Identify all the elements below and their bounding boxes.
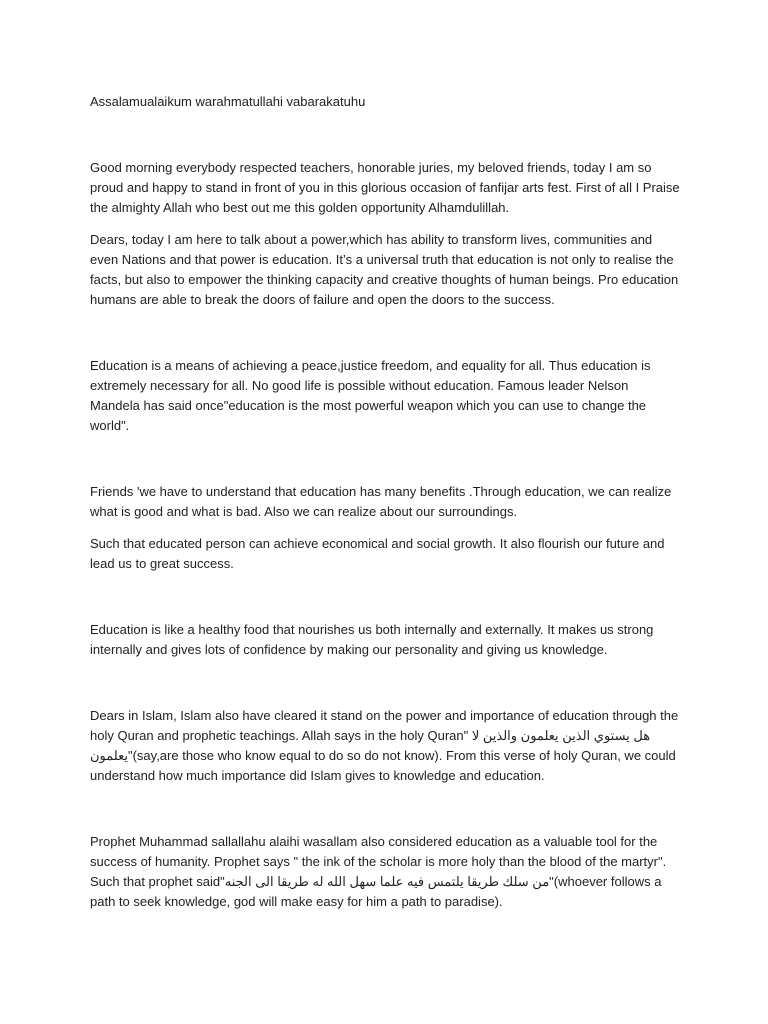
paragraph-islam-quran xyxy=(90,706,680,786)
greeting-line: Assalamualaikum warahmatullahi vabarakatuhu xyxy=(90,94,366,109)
paragraph-growth: Such that educated person can achieve economical and social growth. It also flourish our future and lead us to great success. xyxy=(90,536,665,571)
paragraph-prophet-hadith xyxy=(90,832,680,912)
quran-translation-text: "(say,are those who know equal to do so do not know). From this verse of holy Quran, we could understand how much importance did Islam gives to knowledge and education. xyxy=(90,748,676,783)
paragraph-healthy-food: Education is like a healthy food that nourishes us both internally and externally. It makes us strong internally and gives lots of confidence by making our personality and giving us knowledge. xyxy=(90,622,654,657)
hadith-translation-text: "(whoever follows a path to seek knowledge, god will make easy for him a path to paradise). xyxy=(90,874,662,909)
quran-intro-text: Dears in Islam, Islam also have cleared it stand on the power and importance of education through the holy Quran and prophetic teachings. Allah says in the holy Quran" xyxy=(90,708,679,743)
quran-arabic-verse: هل يستوي الذين يعلمون والذين لا يعلمون xyxy=(90,728,651,763)
document-body xyxy=(90,92,680,912)
hadith-arabic-text: من سلك طريقا يلتمس فيه علما سهل الله له طريقا الى الجنه xyxy=(224,874,550,889)
paragraph-opening: Good morning everybody respected teachers, honorable juries, my beloved friends, today I am so proud and happy to stand in front of you in this glorious occasion of fanfijar arts fest. First of all I Praise the almighty Allah who best out me this golden opportunity Alhamdulillah. xyxy=(90,160,680,215)
hadith-intro-text: Prophet Muhammad sallallahu alaihi wasallam also considered education as a valuable tool for the success of humanity. Prophet says " the ink of the scholar is more holy than the blood of the martyr". Such that prophet said" xyxy=(90,834,667,889)
paragraph-benefits: Friends 'we have to understand that education has many benefits .Through education, we can realize what is good and what is bad. Also we can realize about our surroundings. xyxy=(90,484,672,519)
paragraph-power-of-education: Dears, today I am here to talk about a power,which has ability to transform lives, communities and even Nations and that power is education. It’s a universal truth that education is not only to realise the facts, but also to empower the thinking capacity and creative thoughts of human beings. Pro education humans are able to break the doors of failure and open the doors to the success. xyxy=(90,232,679,307)
paragraph-mandela-quote: Education is a means of achieving a peace,justice freedom, and equality for all. Thus education is extremely necessary for all. No good life is possible without education. Famous leader Nelson Mandela has said once"education is the most powerful weapon which you can use to change the world". xyxy=(90,358,651,433)
